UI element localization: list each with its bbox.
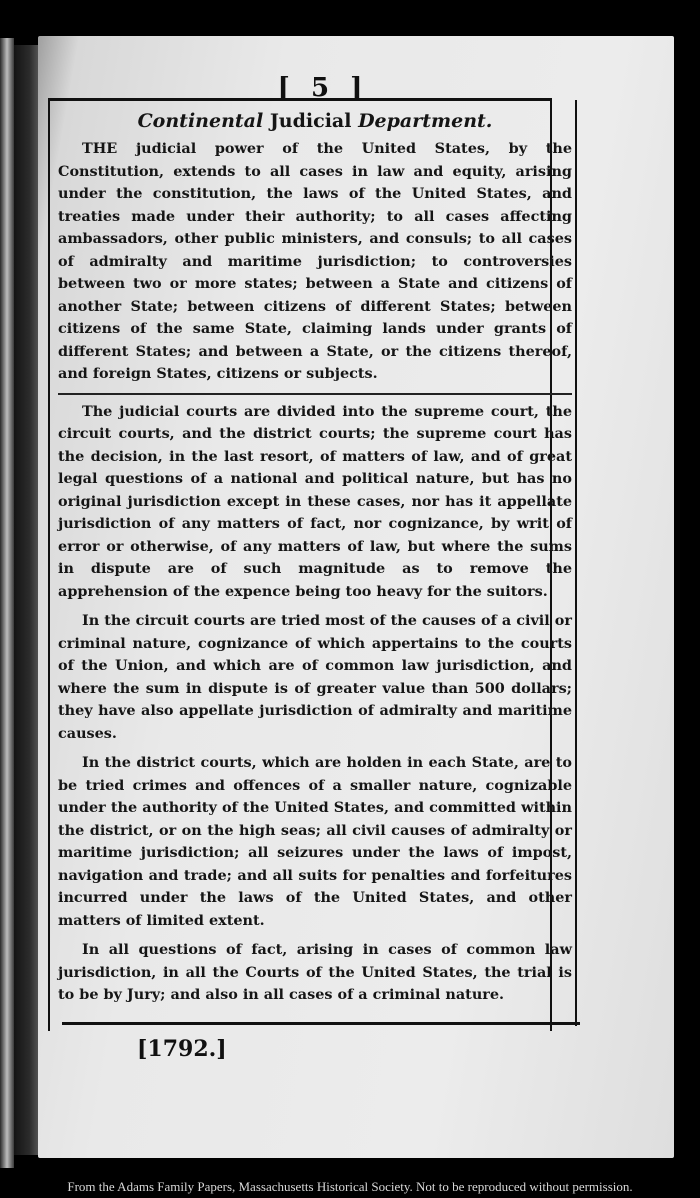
text-border-right-rule	[575, 100, 577, 1026]
section-heading	[58, 110, 572, 132]
heading-word-department: Department.	[358, 110, 493, 132]
heading-word-continental: Continental	[137, 110, 264, 132]
book-spine	[0, 38, 14, 1168]
paragraph-divider	[58, 393, 572, 395]
page-gutter	[14, 45, 40, 1155]
heading-word-judicial: Judicial	[269, 110, 352, 132]
page-number: [ 5 ]	[277, 73, 369, 103]
paragraph-circuit-courts: In the circuit courts are tried most of the causes of a civil or criminal nature, cognizance of which appertains to the courts of the Union, and which are of common law jurisdiction, and where the sum in dispute is of greater value than 500 dollars; they have also appellate jurisdiction of admiralty and maritime causes.	[58, 612, 572, 742]
paragraph-judicial-power: THE judicial power of the United States, by the Constitution, extends to all cases in law and equity, arising under the constitution, the laws of the United States, and treaties made under their authority; to all cases affecting ambassadors, other public ministers, and consuls; to all cases of admiralty and maritime jurisdiction; to controversies between two or more states; between a State and citizens of another State; between citizens of different States; between citizens of the same State, claiming lands under grants of different States; and between a State, or the citizens thereof, and foreign States, citizens or subjects.	[58, 140, 572, 382]
text-border-bottom-rule	[62, 1022, 580, 1025]
publication-year: [1792.]	[137, 1036, 227, 1062]
paragraph-judicial-courts: The judicial courts are divided into the supreme court, the circuit courts, and the district courts; the supreme court has the decision, in the last resort, of matters of law, and of great legal questions of a national and political nature, but has no original jurisdiction except in these cases, nor has it appellate jurisdiction of any matters of fact, nor cognizance, by writ of error or otherwise, of any matters of law, but where the sums in dispute are of such magnitude as to remove the apprehension of the expence being too heavy for the suitors.	[58, 402, 572, 600]
paragraph-district-courts: In the district courts, which are holden in each State, are to be tried crimes and offences of a smaller nature, cognizable under the authority of the United States, and committed within the district, or on the high seas; all civil causes of admiralty or maritime jurisdiction; all seizures under the laws of impost, navigation and trade; and all suits for penalties and forfeitures incurred under the laws of the United States, and other matters of limited extent.	[58, 754, 572, 929]
article-body	[58, 110, 572, 1014]
copyright-footer: From the Adams Family Papers, Massachusetts Historical Society. Not to be reproduced without permission.	[67, 1179, 633, 1194]
paragraph-questions-of-fact: In all questions of fact, arising in cases of common law jurisdiction, in all the Courts of the United States, the trial is to be by Jury; and also in all cases of a criminal nature.	[58, 941, 572, 1003]
